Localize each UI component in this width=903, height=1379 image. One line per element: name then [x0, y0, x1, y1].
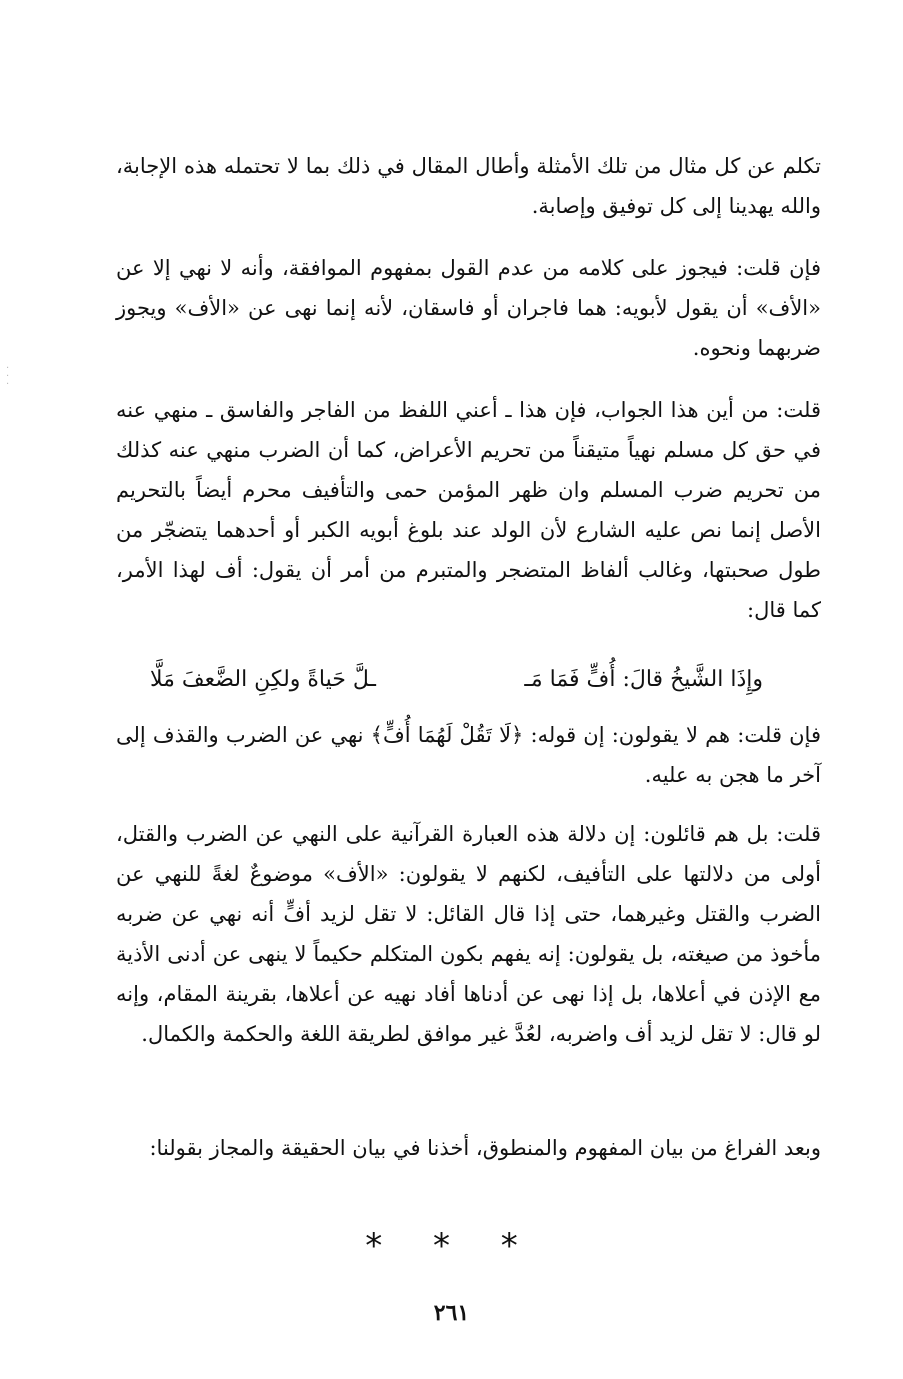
verse-second-hemistich: ـلَّ حَياةً ولكِنِ الضَّعفَ مَلَّا	[150, 667, 376, 692]
paragraph-objection-1: فإن قلت: فيجوز على كلامه من عدم القول بمفهوم الموافقة، وأنه لا نهي إلا عن «الأف» أن يقول لأبويه: هما فاجران أو فاسقان، لأنه إنما نهى عن «الأف» ويجوز ضربهما ونحوه.	[116, 256, 821, 360]
poetry-verse	[150, 660, 763, 700]
paragraph-continuation: تكلم عن كل مثال من تلك الأمثلة وأطال المقال في ذلك بما لا تحتمله هذه الإجابة، والله يهدينا إلى كل توفيق وإصابة.	[116, 154, 821, 218]
paragraph-reply-1: قلت: من أين هذا الجواب، فإن هذا ـ أعني اللفظ من الفاجر والفاسق ـ منهي عنه في حق كل مسلم نهياً متيقناً من تحريم الأعراض، كما أن الضرب منهي عنه كذلك من تحريم ضرب المسلم وان ظهر المؤمن حمى والتأفيف محرم أيضاً بالتحريم الأصل إنما نص عليه الشارع لأن الولد عند بلوغ أبويه الكبر أو أحدهما يتضجّر من طول صحبتها، وغالب ألفاظ المتضجر والمتبرم من أمر أن يقول: أف لهذا الأمر، كما قال:	[116, 398, 821, 622]
paragraph-reply-2: قلت: بل هم قائلون: إن دلالة هذه العبارة القرآنية على النهي عن الضرب والقتل، أولى من دلالتها على التأفيف، لكنهم لا يقولون: «الأف» موضوعٌ لغةً للنهي عن الضرب والقتل وغيرهما، حتى إذا قال القائل: لا تقل لزيد أفٍّ أنه نهي عن ضربه مأخوذ من صيغته، بل يقولون: إنه يفهم بكون المتكلم حكيماً لا ينهى عن أدنى الأذية مع الإذن في أعلاها، بل إذا نهى عن أدناها أفاد نهيه عن أعلاها، بقرينة المقام، وإنه لو قال: لا تقل لزيد أف واضربه، لعُدَّ غير موافق لطريقة اللغة والحكمة والكمال.	[116, 822, 821, 1046]
scan-speck-mark: · · ·	[6, 363, 10, 390]
paragraph-objection-2: فإن قلت: هم لا يقولون: إن قوله: ﴿لَا تَقُلْ لَهُمَا أُفٍّ﴾ نهي عن الضرب والقذف إلى آخر ما هجن به عليه.	[116, 723, 821, 787]
page-number: ٢٦١	[433, 1300, 470, 1326]
section-separator: * * *	[365, 1226, 538, 1266]
paragraph-transition: وبعد الفراغ من بيان المفهوم والمنطوق، أخذنا في بيان الحقيقة والمجاز بقولنا:	[149, 1136, 821, 1160]
verse-first-hemistich: وإِذَا الشَّيخُ قالَ: أُفٍّ فَمَا مَـ	[524, 667, 763, 692]
